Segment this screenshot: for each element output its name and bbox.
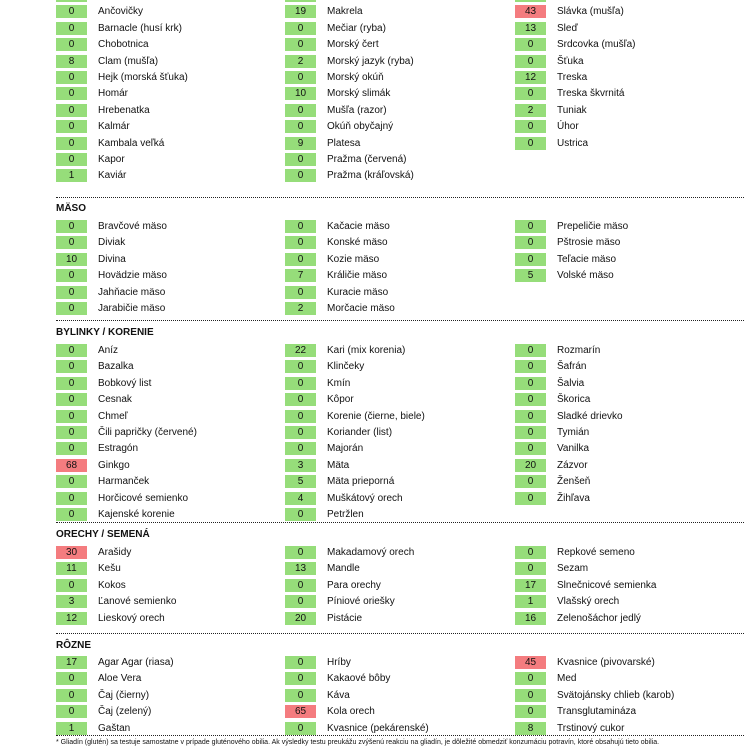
food-item-label: Morský okúň	[327, 72, 384, 83]
reaction-score-elevated: 45	[515, 656, 546, 669]
food-item-label: Morský jazyk (ryba)	[327, 55, 414, 67]
reaction-score: 0	[285, 236, 316, 249]
reaction-score: 0	[56, 492, 87, 505]
reaction-score: 0	[285, 169, 316, 182]
food-item-label: Divina	[98, 253, 126, 265]
food-item-label: Konské mäso	[327, 237, 388, 249]
reaction-score	[515, 0, 546, 2]
reaction-score: 0	[56, 344, 87, 357]
reaction-score: 0	[515, 220, 546, 233]
food-item-label: Sladké drievko	[557, 410, 623, 422]
reaction-score: 0	[56, 508, 87, 521]
reaction-score: 0	[285, 442, 316, 455]
reaction-score: 13	[515, 22, 546, 35]
reaction-score: 0	[515, 344, 546, 357]
food-item-label: Pistácie	[327, 612, 363, 624]
food-item-label: Škorica	[557, 394, 591, 406]
food-item-label: Makadamový orech	[327, 547, 415, 558]
food-item-label: Teľacie mäso	[557, 253, 617, 265]
reaction-score: 0	[285, 546, 316, 559]
food-item-label: Bazalka	[98, 361, 134, 373]
reaction-score: 10	[285, 87, 316, 100]
reaction-score: 0	[515, 393, 546, 406]
reaction-score: 0	[56, 426, 87, 439]
food-item-label: Arašidy	[98, 547, 132, 558]
food-item-label: Káva	[327, 689, 350, 701]
reaction-score: 0	[515, 475, 546, 488]
reaction-score: 0	[56, 104, 87, 117]
reaction-score: 0	[56, 220, 87, 233]
food-item-label: Jahňacie mäso	[98, 286, 166, 298]
food-item-label: Hejk (morská šťuka)	[98, 72, 188, 83]
food-item-label: Kozie mäso	[327, 253, 380, 265]
reaction-score: 0	[515, 120, 546, 133]
food-item-label: Rozmarín	[557, 345, 601, 356]
food-item-label: Píniové oriešky	[327, 596, 395, 608]
reaction-score: 19	[285, 5, 316, 18]
food-item-label: Majorán	[327, 443, 364, 455]
food-item-label: Clam (mušľa)	[98, 55, 159, 67]
reaction-score: 0	[285, 38, 316, 51]
reaction-score: 0	[56, 705, 87, 718]
food-item-label: Bobkový list	[98, 377, 152, 389]
food-item-label: Kalmár	[98, 121, 130, 133]
food-item-label: Kokos	[98, 579, 126, 591]
food-item-label: Aloe Vera	[98, 673, 142, 685]
reaction-score: 0	[515, 377, 546, 390]
reaction-score: 0	[515, 705, 546, 718]
food-item-label: Čaj (čierny)	[98, 689, 150, 701]
reaction-score: 0	[56, 579, 87, 592]
food-item-label: Gaštan	[98, 722, 131, 734]
food-item-label	[557, 0, 583, 2]
food-item-label: Pražma (kráľovská)	[327, 170, 414, 182]
food-item-label: Okúň obyčajný	[327, 121, 394, 133]
food-item-label: Kuracie mäso	[327, 286, 389, 298]
food-item-label: Kapor	[98, 154, 125, 165]
reaction-score: 0	[56, 475, 87, 488]
reaction-score: 5	[285, 475, 316, 488]
food-item-label: Klinčeky	[327, 361, 365, 373]
food-item-label: Svätojánsky chlieb (karob)	[557, 689, 675, 701]
reaction-score: 17	[56, 656, 87, 669]
food-item-label: Čaj (zelený)	[98, 706, 152, 718]
food-item-label: Vlašský orech	[557, 596, 620, 608]
food-item-label: Kešu	[98, 563, 121, 575]
food-item-label: Treska	[557, 72, 588, 83]
food-item-label: Úhor	[557, 121, 579, 133]
food-item-label: Ginkgo	[98, 459, 130, 471]
food-item-label: Bravčové mäso	[98, 221, 167, 232]
food-item-label: Kari (mix korenia)	[327, 345, 406, 356]
reaction-score: 16	[515, 612, 546, 625]
reaction-score: 1	[56, 169, 87, 182]
reaction-score-elevated: 68	[56, 459, 87, 472]
reaction-score: 0	[285, 689, 316, 702]
food-item-label: Zelenošáchor jedlý	[557, 612, 641, 624]
reaction-score: 8	[515, 722, 546, 735]
food-item-label: Hovädzie mäso	[98, 270, 167, 282]
reaction-score-elevated: 30	[56, 546, 87, 559]
reaction-score: 0	[285, 393, 316, 406]
section-title-rozne: RÔZNE	[56, 640, 91, 651]
reaction-score: 12	[515, 71, 546, 84]
reaction-score: 0	[285, 22, 316, 35]
food-item-label: Šafrán	[557, 361, 587, 373]
reaction-score: 0	[515, 492, 546, 505]
reaction-score: 0	[515, 426, 546, 439]
food-item-label: Ženšeň	[557, 476, 591, 488]
reaction-score: 0	[56, 269, 87, 282]
food-item-label: Platesa	[327, 137, 361, 149]
reaction-score: 0	[56, 286, 87, 299]
food-item-label: Kaviár	[98, 170, 127, 182]
reaction-score: 0	[285, 153, 316, 166]
food-item-label	[327, 0, 354, 2]
reaction-score: 20	[285, 612, 316, 625]
reaction-score: 0	[56, 120, 87, 133]
reaction-score: 0	[56, 22, 87, 35]
reaction-score: 0	[56, 71, 87, 84]
reaction-score: 0	[515, 55, 546, 68]
food-item-label: Morčacie mäso	[327, 303, 395, 314]
reaction-score: 0	[285, 508, 316, 521]
food-item-label: Kvasnice (pekárenské)	[327, 722, 429, 734]
reaction-score: 0	[515, 672, 546, 685]
reaction-score: 1	[515, 595, 546, 608]
footnote: * Gliadín (glutén) sa testuje samostatne v prípade gluténového obilia. Ak výsledky testu preukážu zvýšenú reakciu na gliadín, je dôležité obmedziť konzumáciu potravín, ktoré obsahujú tieto obilia.	[56, 739, 660, 746]
food-item-label: Harmanček	[98, 476, 150, 488]
reaction-score: 0	[285, 426, 316, 439]
food-item-label: Volské mäso	[557, 270, 614, 282]
reaction-score: 3	[56, 595, 87, 608]
reaction-score: 0	[56, 393, 87, 406]
food-item-label: Chmeľ	[98, 410, 128, 422]
section-divider	[56, 522, 744, 523]
reaction-score: 0	[285, 253, 316, 266]
reaction-score: 0	[56, 689, 87, 702]
reaction-score: 10	[56, 253, 87, 266]
food-item-label: Vanilka	[557, 443, 590, 455]
reaction-score: 0	[285, 579, 316, 592]
reaction-score: 0	[285, 722, 316, 735]
food-item-label: Para orechy	[327, 579, 381, 591]
footnote-divider	[56, 735, 744, 736]
reaction-score: 0	[285, 220, 316, 233]
food-item-label: Repkové semeno	[557, 547, 635, 558]
food-item-label: Kola orech	[327, 706, 375, 718]
reaction-score-elevated: 43	[515, 5, 546, 18]
food-item-label: Kôpor	[327, 394, 354, 406]
reaction-score: 0	[285, 120, 316, 133]
reaction-score: 0	[515, 87, 546, 100]
reaction-score: 20	[515, 459, 546, 472]
reaction-score: 13	[285, 562, 316, 575]
reaction-score: 5	[515, 269, 546, 282]
food-item-label: Ustrica	[557, 137, 589, 149]
food-item-label	[98, 0, 161, 2]
food-item-label: Kambala veľká	[98, 137, 165, 149]
reaction-score: 0	[285, 71, 316, 84]
reaction-score: 0	[515, 562, 546, 575]
food-item-label: Barnacle (husí krk)	[98, 22, 182, 34]
reaction-score: 0	[56, 153, 87, 166]
food-item-label: Hrebenatka	[98, 104, 150, 116]
food-item-label: Mečiar (ryba)	[327, 22, 386, 34]
food-item-label: Jarabičie mäso	[98, 303, 166, 314]
food-item-label: Kačacie mäso	[327, 221, 390, 232]
reaction-score	[56, 0, 87, 2]
food-item-label: Ľanové semienko	[98, 596, 177, 608]
reaction-score: 0	[285, 377, 316, 390]
food-item-label: Zázvor	[557, 459, 588, 471]
food-item-label: Makrela	[327, 6, 363, 18]
food-item-label: Korenie (čierne, biele)	[327, 410, 425, 422]
food-item-label: Homár	[98, 88, 129, 100]
reaction-score: 0	[515, 38, 546, 51]
reaction-score: 0	[515, 253, 546, 266]
reaction-score: 1	[56, 722, 87, 735]
food-item-label: Morský slimák	[327, 88, 391, 100]
reaction-score: 22	[285, 344, 316, 357]
section-divider	[56, 633, 744, 634]
reaction-score: 0	[56, 410, 87, 423]
food-item-label: Prepeličie mäso	[557, 221, 629, 232]
reaction-score: 0	[515, 360, 546, 373]
food-item-label: Srdcovka (mušľa)	[557, 39, 636, 51]
food-item-label: Králičie mäso	[327, 270, 388, 282]
reaction-score: 8	[56, 55, 87, 68]
food-item-label: Horčicové semienko	[98, 492, 189, 504]
reaction-score: 0	[515, 442, 546, 455]
reaction-score: 0	[515, 410, 546, 423]
food-item-label: Aníz	[98, 345, 119, 356]
reaction-score: 2	[285, 55, 316, 68]
section-divider	[56, 197, 744, 198]
reaction-score: 0	[56, 302, 87, 315]
food-item-label: Mäta	[327, 459, 350, 471]
food-item-label: Med	[557, 673, 577, 685]
reaction-score: 0	[56, 236, 87, 249]
reaction-score: 0	[285, 672, 316, 685]
reaction-score: 0	[56, 38, 87, 51]
section-title-bylinky: BYLINKY / KORENIE	[56, 327, 154, 338]
section-title-orechy: ORECHY / SEMENÁ	[56, 529, 150, 540]
food-item-label: Šalvia	[557, 377, 585, 389]
food-item-label: Tymián	[557, 427, 590, 438]
food-item-label: Kvasnice (pivovarské)	[557, 657, 655, 668]
food-item-label: Mušľa (razor)	[327, 104, 387, 116]
section-title-maso: MÄSO	[56, 203, 86, 214]
food-item-label: Chobotnica	[98, 39, 149, 51]
food-item-label: Kajenské korenie	[98, 509, 175, 520]
food-item-label: Estragón	[98, 443, 139, 455]
food-item-label: Diviak	[98, 237, 126, 249]
food-item-label: Morský čert	[327, 39, 379, 51]
reaction-score: 0	[56, 137, 87, 150]
reaction-score-elevated: 65	[285, 705, 316, 718]
food-item-label: Ančovičky	[98, 6, 144, 18]
reaction-score: 0	[56, 377, 87, 390]
reaction-score: 0	[515, 546, 546, 559]
food-item-label: Slávka (mušľa)	[557, 6, 624, 18]
food-item-label: Pražma (červená)	[327, 154, 407, 165]
food-item-label: Mäta prieporná	[327, 476, 395, 488]
reaction-score: 3	[285, 459, 316, 472]
section-divider	[56, 320, 744, 321]
reaction-score: 0	[56, 87, 87, 100]
reaction-score: 0	[285, 595, 316, 608]
reaction-score: 9	[285, 137, 316, 150]
food-item-label: Tuniak	[557, 104, 587, 116]
reaction-score: 2	[285, 302, 316, 315]
food-item-label: Hríby	[327, 657, 351, 668]
reaction-score: 0	[515, 689, 546, 702]
food-item-label: Kmín	[327, 377, 351, 389]
food-item-label: Trstinový cukor	[557, 722, 625, 734]
reaction-score: 0	[56, 360, 87, 373]
food-item-label: Mandle	[327, 563, 360, 575]
reaction-score	[285, 0, 316, 2]
reaction-score: 2	[515, 104, 546, 117]
food-item-label: Treska škvrnitá	[557, 88, 625, 100]
reaction-score: 0	[515, 137, 546, 150]
reaction-score: 12	[56, 612, 87, 625]
food-item-label: Žihľava	[557, 492, 590, 504]
food-item-label: Cesnak	[98, 394, 132, 406]
food-item-label: Petržlen	[327, 509, 364, 520]
food-item-label: Lieskový orech	[98, 612, 165, 624]
food-item-label: Šťuka	[557, 55, 584, 67]
reaction-score: 0	[285, 410, 316, 423]
food-item-label: Kakaové bôby	[327, 673, 391, 685]
reaction-score: 7	[285, 269, 316, 282]
food-item-label: Transglutamináza	[557, 706, 637, 718]
food-item-label: Čili papričky (červené)	[98, 427, 197, 438]
reaction-score: 4	[285, 492, 316, 505]
food-item-label: Sezam	[557, 563, 589, 575]
food-item-label: Pštrosie mäso	[557, 237, 621, 249]
food-item-label: Muškátový orech	[327, 492, 403, 504]
reaction-score: 0	[515, 236, 546, 249]
reaction-score: 0	[56, 672, 87, 685]
reaction-score: 0	[285, 656, 316, 669]
food-item-label: Agar Agar (riasa)	[98, 657, 174, 668]
food-item-label: Sleď	[557, 22, 578, 34]
reaction-score: 0	[56, 442, 87, 455]
reaction-score: 0	[285, 104, 316, 117]
reaction-score: 0	[56, 5, 87, 18]
reaction-score: 17	[515, 579, 546, 592]
food-item-label: Slnečnicové semienka	[557, 579, 657, 591]
reaction-score: 0	[285, 360, 316, 373]
reaction-score: 0	[285, 286, 316, 299]
food-item-label: Koriander (list)	[327, 427, 393, 438]
reaction-score: 11	[56, 562, 87, 575]
